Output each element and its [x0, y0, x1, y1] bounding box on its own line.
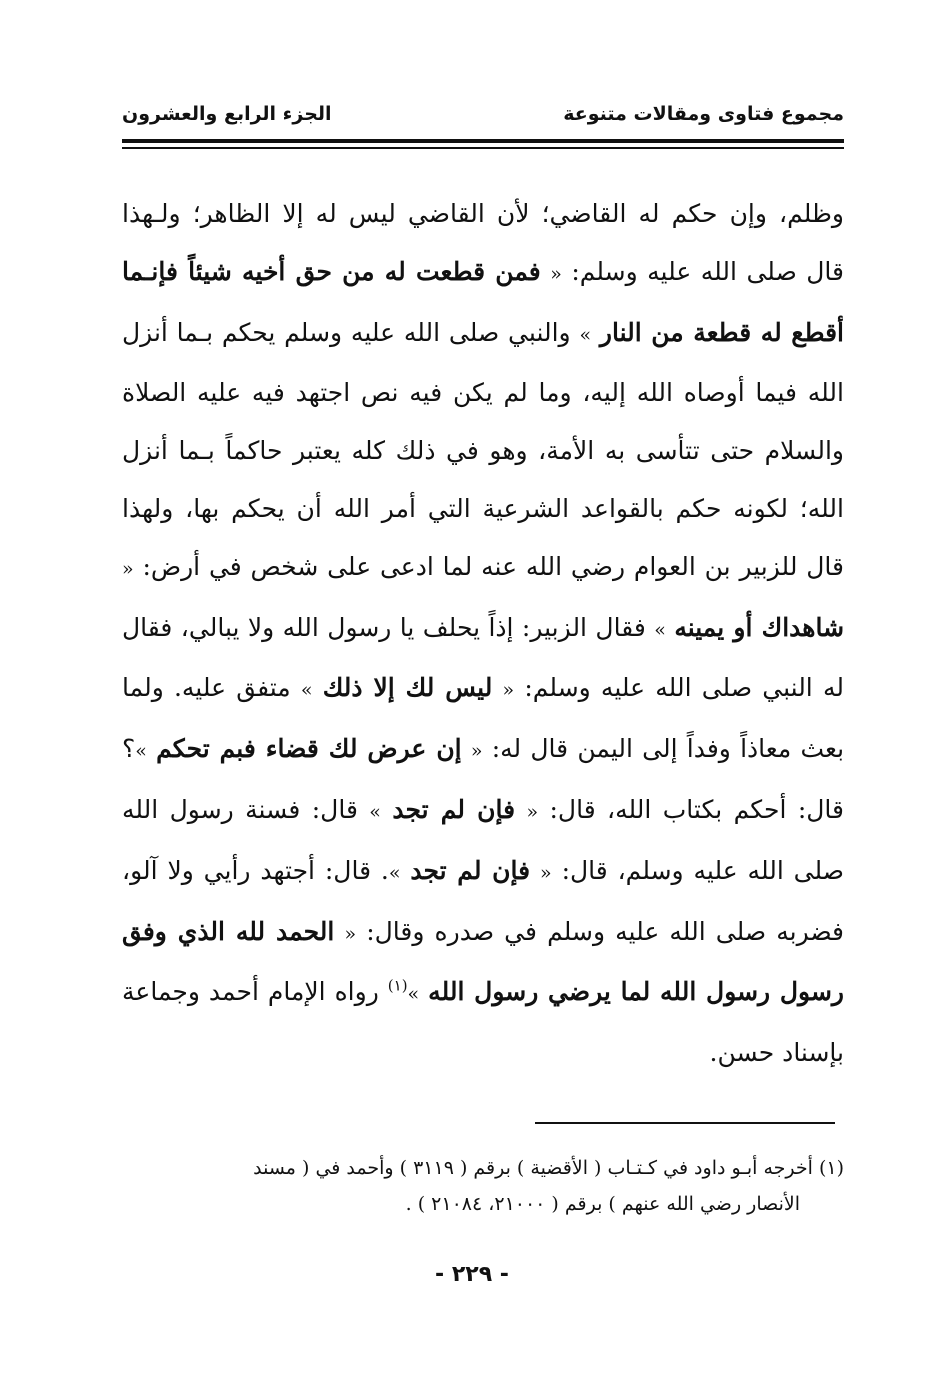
- page-number: - ٢٢٩ -: [435, 1262, 509, 1287]
- volume-label: الجزء الرابع والعشرون: [122, 103, 332, 125]
- paragraph: [122, 185, 844, 1082]
- running-header: [122, 103, 844, 131]
- close-quote-mark: »: [579, 323, 592, 346]
- hadith-quote: الحمد لله الذي وفق رسول رسول الله لما يرضي رسول الله: [122, 916, 844, 1007]
- footnote-ref[interactable]: (١): [387, 977, 408, 996]
- open-quote-mark: «: [526, 800, 539, 823]
- book-title: مجموع فتاوى ومقالات متنوعة: [563, 103, 844, 125]
- hadith-quote: فإن لم تجد: [410, 855, 531, 885]
- main-text: [122, 185, 844, 1082]
- close-quote-mark: »: [388, 861, 401, 884]
- footnote-line: الأنصار رضي الله عنهم ) برقم ( ٢١٠٠٠، ٢١٠٨٤ ) .: [405, 1193, 800, 1215]
- open-quote-mark: «: [540, 861, 552, 884]
- text-segment: . قال: أجتهد رأيي ولا آلو، فضربه صلى الله عليه وسلم في صدره وقال:: [122, 855, 844, 946]
- text-segment: قال: فسنة رسول الله صلى الله عليه وسلم، قال:: [122, 794, 845, 885]
- open-quote-mark: «: [344, 922, 357, 945]
- footnote-separator: [535, 1122, 835, 1124]
- close-quote-mark: »: [135, 740, 147, 763]
- header-rule-thick: [122, 139, 844, 143]
- hadith-quote: فمن قطعت له من حق أخيه شيئاً فإنـما أقطع له قطعة من النار: [122, 256, 844, 347]
- close-quote-mark: »: [300, 679, 313, 702]
- close-quote-mark: »: [369, 800, 381, 823]
- close-quote-mark: »: [407, 983, 420, 1006]
- hadith-quote: فإن لم تجد: [392, 794, 516, 824]
- text-segment: ؟ قال: أحكم بكتاب الله، قال:: [122, 734, 845, 824]
- open-quote-mark: «: [122, 557, 134, 580]
- text-segment: فقال الزبير: إذاً يحلف يا رسول الله ولا يبالي، فقال له النبي صلى الله عليه وسلم:: [122, 612, 844, 703]
- text-segment: رواه الإمام أحمد وجماعة بإسناد حسن.: [122, 977, 844, 1068]
- hadith-quote: شاهداك أو يمينه: [674, 612, 845, 642]
- hadith-quote: ليس لك إلا ذلك: [322, 673, 493, 703]
- text-segment: والنبي صلى الله عليه وسلم يحكم بـما أنزل الله فيما أوصاه الله إليه، وما لم يكن فيه نص اجتهد فيه عليه الصلاة والسلام حتى تتأسى به الأمة، وهو في ذلك كله يعتبر حاكماً بـما أنزل الله؛ لكونه حكم بالقواعد الشرعية التي أمر الله أن يحكم بها، ولهذا قال للزبير بن العوام رضي الله عنه لما ادعى على شخص في أرض:: [122, 317, 844, 581]
- footnote-line: (١) أخرجه أبـو داود في كـتـاب ( الأقضية ) برقم ( ٣١١٩ ) وأحمد في ( مسند: [253, 1157, 844, 1179]
- hadith-quote: إن عرض لك قضاء فبم تحكم: [156, 734, 462, 764]
- text-segment: وظلم، وإن حكم له القاضي؛ لأن القاضي ليس له إلا الظاهر؛ ولـهذا قال صلى الله عليه وسلم:: [122, 199, 844, 286]
- header-rule-thin: [122, 147, 844, 149]
- close-quote-mark: »: [654, 618, 666, 641]
- footnote: [122, 1150, 844, 1222]
- open-quote-mark: «: [470, 740, 483, 763]
- text-segment: متفق عليه. ولما بعث معاذاً وفداً إلى اليمن قال له:: [122, 673, 845, 764]
- open-quote-mark: «: [550, 262, 562, 285]
- open-quote-mark: «: [502, 679, 515, 702]
